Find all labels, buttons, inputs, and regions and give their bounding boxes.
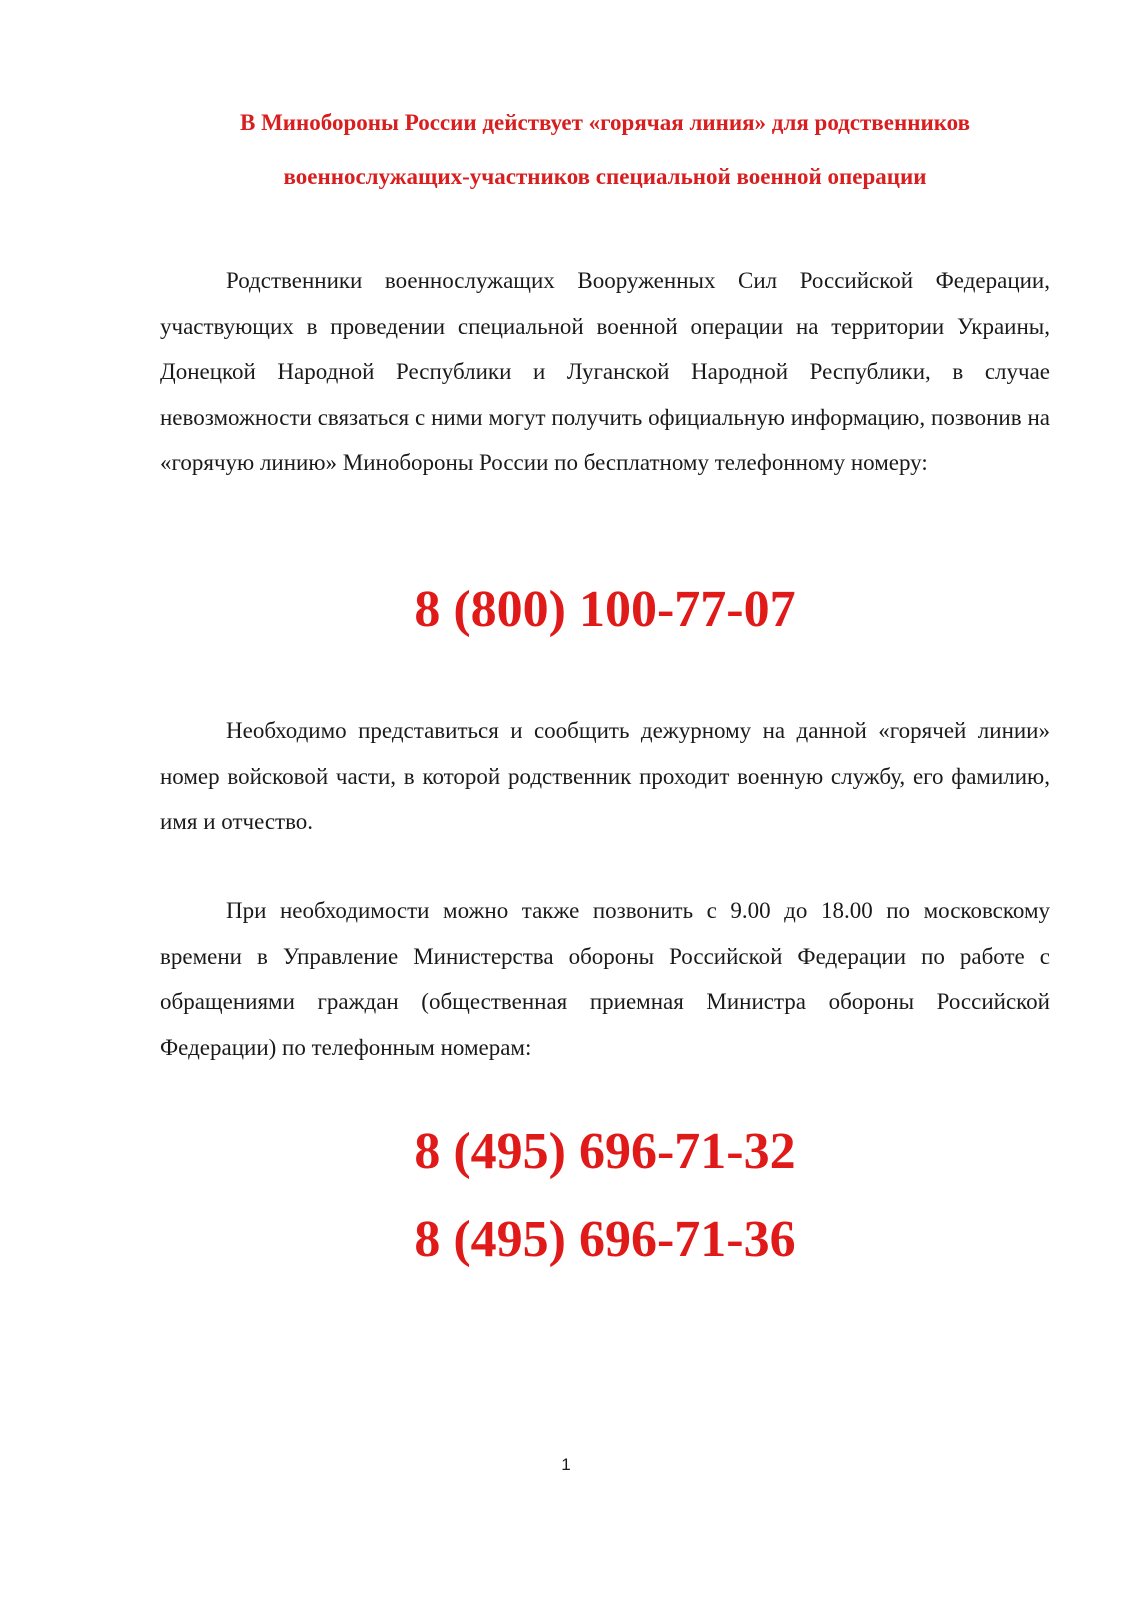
hotline-phone-number: 8 (800) 100-77-07 [414,581,796,638]
paragraph-reception-info [160,888,1050,1070]
page-number: 1 [561,1455,571,1474]
document-title-line-2: военнослужащих-участников специальной военной операции [283,164,927,189]
paragraph-3-text: При необходимости можно также позвонить с 9.00 до 18.00 по московскому времени в Управление Министерства обороны Российской Федерации по работе с обращениями граждан (общественная приемная Министра обороны Российской Федерации) по телефонным номерам: [160,898,1050,1060]
reception-phone-number-2: 8 (495) 696-71-36 [414,1211,796,1268]
paragraph-2-text: Необходимо представиться и сообщить дежурному на данной «горячей линии» номер войсковой части, в которой родственник проходит военную службу, его фамилию, имя и отчество. [160,718,1050,834]
paragraph-hotline-info [160,258,1050,486]
paragraph-1-text: Родственники военнослужащих Вооруженных Сил Российской Федерации, участвующих в проведении специальной военной операции на территории Украины, Донецкой Народной Республики и Луганской Народной Республики, в случае невозможности связаться с ними могут получить официальную информацию, позвонив на «горячую линию» Минобороны России по бесплатному телефонному номеру: [160,268,1050,475]
reception-phone-number-1: 8 (495) 696-71-32 [414,1123,796,1180]
paragraph-instructions [160,708,1050,845]
document-title-line-1: В Минобороны России действует «горячая линия» для родственников [240,110,970,135]
